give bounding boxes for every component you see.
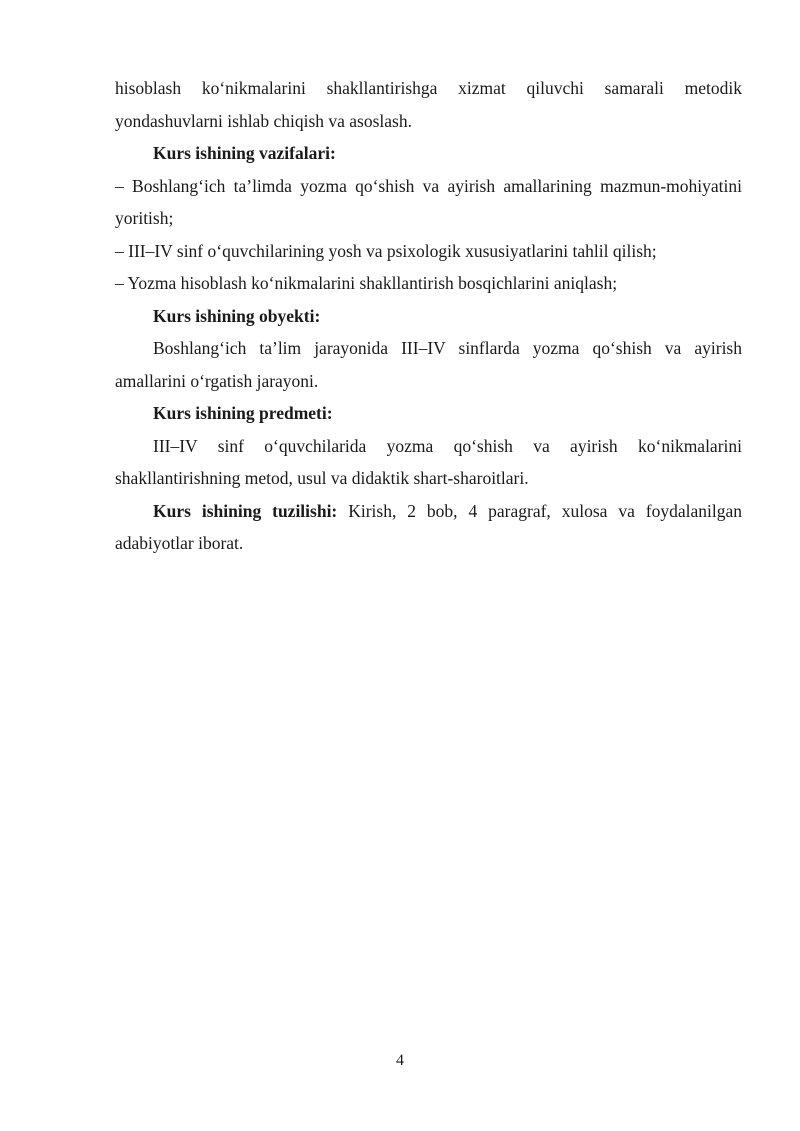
structure-paragraph: [115, 495, 742, 560]
object-paragraph: Boshlang‘ich ta’lim jarayonida III–IV sinflarda yozma qo‘shish va ayirish amallarini o‘rgatish jarayoni.: [115, 338, 742, 391]
structure-text: Kirish, 2 bob, 4 paragraf, xulosa va foydalanilgan adabiyotlar iborat.: [115, 500, 742, 553]
task-item-3: – Yozma hisoblash ko‘nikmalarini shakllantirish bosqichlarini aniqlash;: [115, 273, 618, 293]
task-item-2: – III–IV sinf o‘quvchilarining yosh va psixologik xususiyatlarini tahlil qilish;: [115, 240, 657, 261]
document-body: [115, 72, 742, 560]
structure-label: Kurs ishining tuzilishi:: [153, 500, 338, 521]
subject-heading: Kurs ishining predmeti:: [153, 403, 333, 423]
intro-paragraph: hisoblash ko‘nikmalarini shakllantirishga xizmat qiluvchi samarali metodik yondashuvlarni ishlab chiqish va asoslash.: [115, 78, 742, 131]
object-heading: Kurs ishining obyekti:: [153, 305, 321, 326]
tasks-heading: Kurs ishining vazifalari:: [153, 143, 336, 163]
task-item-1: – Boshlang‘ich ta’limda yozma qo‘shish va ayirish amallarining mazmun-mohiyatini yoritish;: [115, 175, 742, 228]
page-number: 4: [396, 1052, 404, 1069]
subject-paragraph: III–IV sinf o‘quvchilarida yozma qo‘shish va ayirish ko‘nikmalarini shakllantirishning metod, usul va didaktik shart-sharoitlari.: [115, 435, 742, 488]
